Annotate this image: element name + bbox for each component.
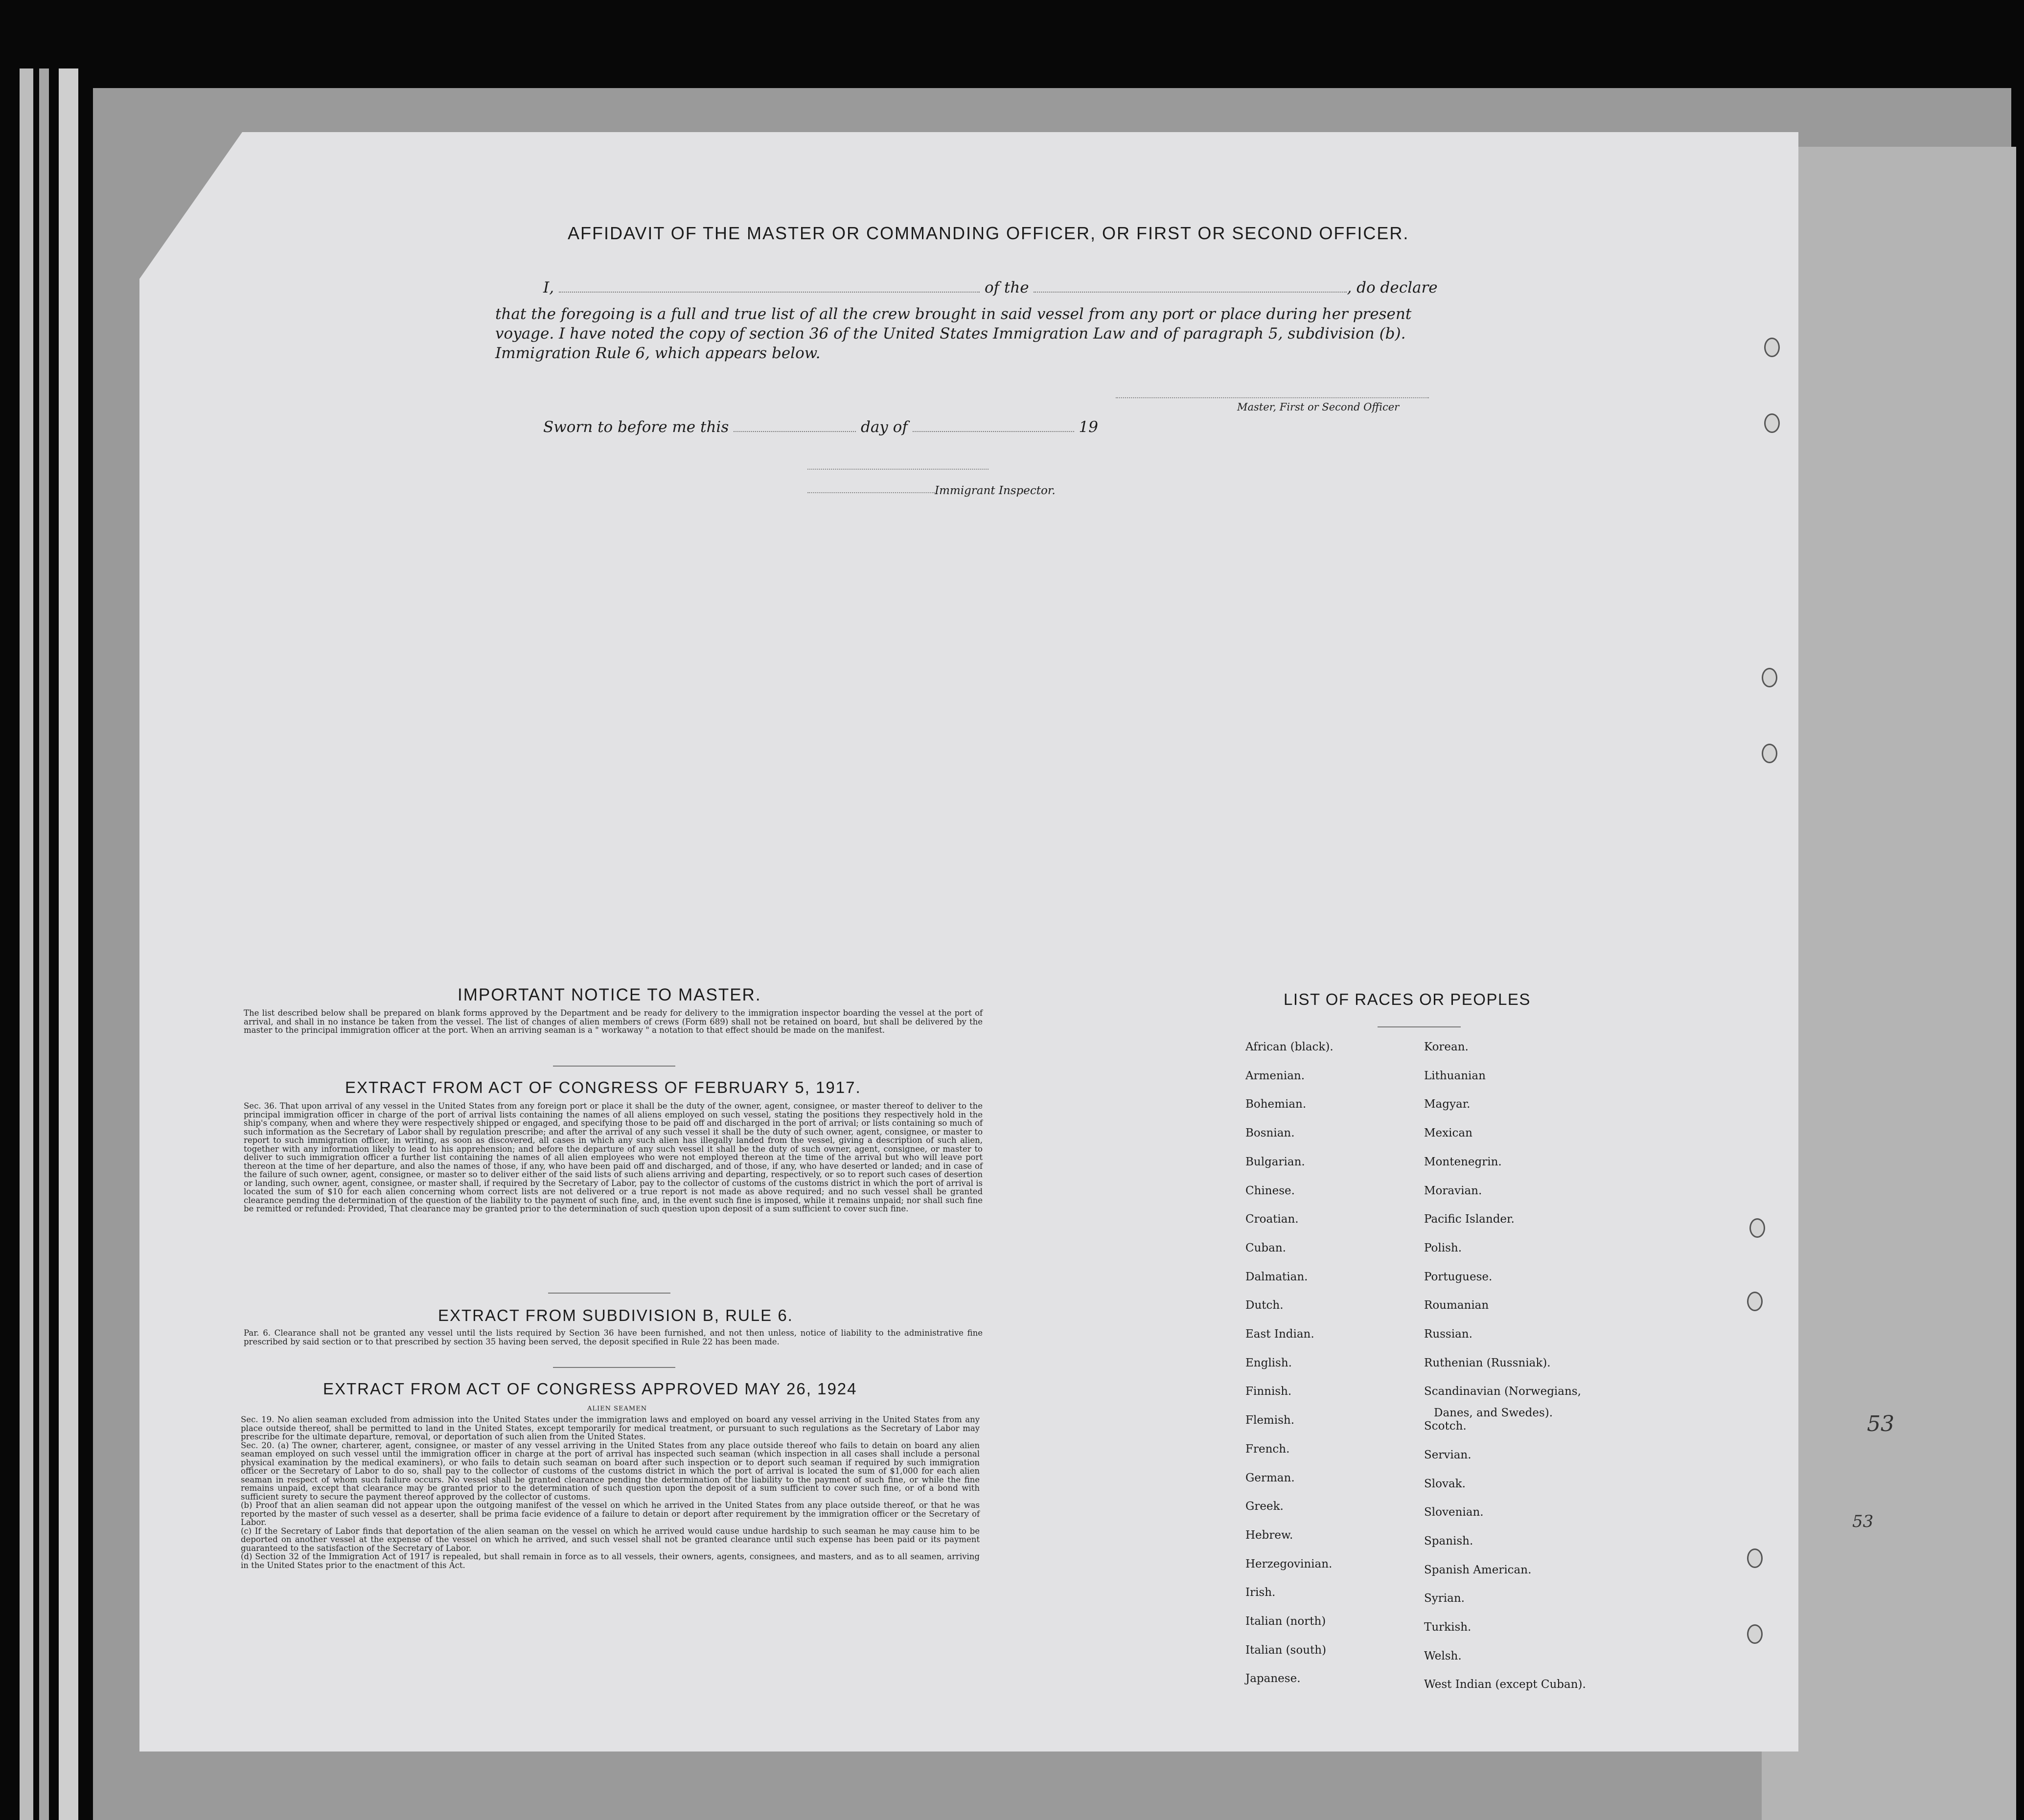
sworn-month-field[interactable]: [913, 431, 1074, 432]
race-item: Spanish.: [1424, 1534, 1473, 1547]
punch-hole: [1762, 744, 1777, 763]
extract-1924-subtitle: ALIEN SEAMEN: [587, 1405, 647, 1412]
extract-rule6-title: EXTRACT FROM SUBDIVISION B, RULE 6.: [438, 1306, 793, 1324]
affidavit-line-1: that the foregoing is a full and true list of all the crew brought in said vessel from any port or place during her present: [495, 305, 1412, 323]
extract-rule6-text: Par. 6. Clearance shall not be granted any vessel until the lists required by Section 36 have been furnished, and not then unless, notice of liability to the administrative fine prescribed by said section or to that prescribed by section 35 having been served, the deposit specified in Rule 22 has been made.: [244, 1328, 983, 1346]
handwritten-mark: 53: [1867, 1411, 1894, 1436]
race-item: Turkish.: [1424, 1621, 1472, 1634]
notice-block: [244, 1009, 983, 1035]
extract-1917-text: Sec. 36. That upon arrival of any vessel in the United States from any foreign port or place it shall be the duty of the owner, agent, consignee, or master thereof to deliver to the principal immigration officer in charge of the port of arrival lists containing the names of all aliens employed on such vessel, stating the positions they respectively hold in the ship's company, when and where they were respectively shipped or engaged, and specifying those to be paid off and discharged in the port of arrival; or lists containing so much of such information as the Secretary of Labor shall by regulation prescribe; and after the arrival of any such vessel it shall be the duty of such owner, agent, consignee, or master to report to such immigration officer, in writing, as soon as discovered, all cases in which any such alien has illegally landed from the vessel, giving a description of such alien, together with any information likely to lead to his apprehension; and before the departure of any such vessel it shall be the duty of such owner, agent, consignee, or master to deliver to such immigration officer a further list containing the names of all alien employees who were not employed thereon at the time of the arrival but who will leave port thereon at the time of her departure, and also the names of those, if any, who have been paid off and discharged, and of those, if any, who have deserted or landed; and in case of the failure of such owner, agent, consignee, or master so to deliver either of the said lists of such aliens arriving and departing, respectively, or so to report such cases of desertion or landing, such owner, agent, consignee, or master shall, if required by the Secretary of Labor, pay to the collector of customs of the customs district in which the port of arrival is located the sum of $10 for each alien concerning whom correct lists are not delivered or a true report is not made as above required; and no such vessel shall be granted clearance pending the determination of the question of the liability to the payment of such fine, and, in the event such fine is imposed, while it remains unpaid; nor shall such fine be remitted or refunded: Provided, That clearance may be granted prior to the determination of such question upon deposit of a sum sufficient to cover such fine.: [244, 1101, 983, 1213]
race-item: Pacific Islander.: [1424, 1213, 1515, 1226]
notice-title: IMPORTANT NOTICE TO MASTER.: [458, 985, 761, 1004]
race-item: Scotch.: [1424, 1420, 1467, 1433]
race-item: Greek.: [1245, 1500, 1284, 1513]
extract-rule6-block: [244, 1329, 983, 1346]
inspector-signature-line-upper: [807, 469, 989, 470]
extract-1924-block: [241, 1415, 980, 1570]
punch-hole: [1762, 668, 1777, 687]
race-item: Italian (north): [1245, 1615, 1326, 1628]
race-item: French.: [1245, 1442, 1290, 1456]
sworn-row: [543, 418, 1098, 436]
race-item: Magyar.: [1424, 1098, 1471, 1111]
extract-1924-paragraph: (b) Proof that an alien seaman did not appear upon the outgoing manifest of the vessel on which he arrived in the United States from any place outside thereof, or that he was reported by the master of such vessel as a deserter, shall be prima facie evidence of a failure to detain or deport after requirement by the immigration officer or the Secretary of Labor.: [241, 1501, 980, 1527]
race-item: Ruthenian (Russniak).: [1424, 1356, 1551, 1369]
race-item: Dutch.: [1245, 1299, 1284, 1312]
day-of-label: day of: [860, 418, 908, 436]
extract-1924-paragraph: Sec. 20. (a) The owner, charterer, agent, consignee, or master of any vessel arriving in the United States from any place outside thereof who fails to detain on board any alien seaman employed on such vessel until the immigration officer in charge at the port of arrival has inspected such seaman (which inspection in all cases shall include a personal physical examination by the medical examiners), or who fails to detain such seaman on board after such inspection or to deport such seaman if required by such immigration officer or the Secretary of Labor to do so, shall pay to the collector of customs of the customs district in which the port of arrival is located the sum of $1,000 for each alien seaman in respect of whom such failure occurs. No vessel shall be granted clearance pending the determination of the liability to the payment of such fine, or while the fine remains unpaid, except that clearance may be granted prior to the determination of such question upon the deposit of a sum sufficient to cover such fine, or of a bond with sufficient surety to secure the payment thereof approved by the collector of customs.: [241, 1440, 980, 1502]
divider: [553, 1367, 675, 1368]
race-item: Welsh.: [1424, 1649, 1462, 1662]
race-item: African (black).: [1245, 1041, 1334, 1053]
race-item: Syrian.: [1424, 1592, 1465, 1605]
race-item: Irish.: [1245, 1586, 1276, 1599]
affidavit-line-3: Immigration Rule 6, which appears below.: [495, 344, 821, 362]
race-item: Montenegrin.: [1424, 1155, 1502, 1168]
race-item: German.: [1245, 1471, 1295, 1484]
inspector-signature-line: [807, 492, 935, 493]
race-item: Korean.: [1424, 1041, 1469, 1053]
punch-hole: [1747, 1548, 1763, 1568]
binder-strip: [20, 68, 33, 1820]
extract-1924-paragraph: (d) Section 32 of the Immigration Act of 1917 is repealed, but shall remain in force as to all vessels, their owners, agents, consignees, and masters, and as to all seamen, arriving in the United States prior to the enactment of this Act.: [241, 1552, 980, 1570]
race-item: Russian.: [1424, 1328, 1472, 1341]
race-item: Roumanian: [1424, 1299, 1489, 1312]
race-item: Dalmatian.: [1245, 1270, 1308, 1283]
do-declare-label: , do declare: [1347, 279, 1438, 296]
vessel-field[interactable]: [1034, 292, 1347, 293]
sworn-day-field[interactable]: [734, 431, 856, 432]
race-item: Servian.: [1424, 1448, 1472, 1461]
race-item: East Indian.: [1245, 1328, 1314, 1341]
handwritten-mark: 53: [1852, 1512, 1874, 1531]
race-item: Mexican: [1424, 1127, 1472, 1140]
extract-1924-paragraph: (c) If the Secretary of Labor finds that deportation of the alien seaman on the vessel on which he arrived would cause undue hardship to such seaman he may cause him to be deported on another vessel at the expense of the vessel on which he arrived, and such vessel shall not be granted clearance until such expense has been paid or its payment guaranteed to the satisfaction of the Secretary of Labor.: [241, 1526, 980, 1553]
page-fold: [139, 132, 242, 279]
extract-1917-title: EXTRACT FROM ACT OF CONGRESS OF FEBRUARY 5, 1917.: [345, 1078, 861, 1096]
race-item: Croatian.: [1245, 1213, 1299, 1226]
race-item: Herzegovinian.: [1245, 1557, 1333, 1570]
punch-hole: [1747, 1292, 1763, 1311]
i-label: I,: [543, 279, 554, 296]
punch-hole: [1764, 413, 1780, 433]
race-item: Armenian.: [1245, 1069, 1305, 1082]
races-divider: [1378, 1026, 1461, 1027]
divider: [553, 1066, 675, 1067]
backing-edge: [1762, 147, 2016, 1820]
race-item-continuation: Danes, and Swedes).: [1434, 1407, 1553, 1419]
inspector-caption: Immigrant Inspector.: [935, 484, 1056, 497]
officer-caption: Master, First or Second Officer: [1237, 401, 1400, 413]
affidavit-declaration-row: [543, 279, 1453, 296]
race-item: Bohemian.: [1245, 1098, 1307, 1111]
divider: [548, 1293, 670, 1294]
extract-1917-block: [244, 1102, 983, 1213]
race-item: Cuban.: [1245, 1241, 1286, 1254]
race-item: Portuguese.: [1424, 1270, 1493, 1283]
race-item: Lithuanian: [1424, 1069, 1486, 1082]
race-item: Scandinavian (Norwegians,: [1424, 1385, 1581, 1398]
year-label: 19: [1079, 418, 1098, 436]
race-item: Slovenian.: [1424, 1506, 1484, 1519]
binder-strip: [59, 68, 78, 1820]
race-item: Slovak.: [1424, 1477, 1466, 1490]
race-item: Polish.: [1424, 1241, 1462, 1254]
race-item: Bosnian.: [1245, 1127, 1295, 1140]
extract-1924-title: EXTRACT FROM ACT OF CONGRESS APPROVED MAY 26, 1924: [323, 1380, 857, 1398]
race-item: English.: [1245, 1356, 1292, 1369]
race-item: Flemish.: [1245, 1414, 1295, 1427]
affidavit-title: AFFIDAVIT OF THE MASTER OR COMMANDING OFFICER, OR FIRST OR SECOND OFFICER.: [568, 223, 1409, 243]
binder-strip: [39, 68, 49, 1820]
notice-text: The list described below shall be prepared on blank forms approved by the Department and be ready for delivery to the immigration inspector boarding the vessel at the port of arrival, and shall in no instance be taken from the vessel. The list of changes of alien members of crews (Form 689) shall not be retained on board, but shall be delivered by the master to the principal immigration officer at the port. When an arriving seaman is a " workaway " a notation to that effect should be made on the manifest.: [244, 1008, 983, 1035]
officer-signature-line: [1116, 397, 1429, 398]
race-item: Italian (south): [1245, 1643, 1327, 1657]
punch-hole: [1747, 1624, 1763, 1644]
of-the-label: of the: [984, 279, 1029, 296]
race-item: Japanese.: [1245, 1672, 1301, 1685]
race-item: West Indian (except Cuban).: [1424, 1678, 1586, 1691]
race-item: Moravian.: [1424, 1184, 1482, 1197]
race-item: Bulgarian.: [1245, 1155, 1305, 1168]
races-title: LIST OF RACES OR PEOPLES: [1284, 990, 1531, 1008]
punch-hole: [1749, 1218, 1765, 1238]
affidavit-line-2: voyage. I have noted the copy of section 36 of the United States Immigration Law and of paragraph 5, subdivision (b).: [495, 325, 1406, 342]
race-item: Hebrew.: [1245, 1528, 1293, 1542]
extract-1924-paragraph: Sec. 19. No alien seaman excluded from admission into the United States under the immigration laws and employed on board any vessel arriving in the United States from any place outside thereof, shall be permitted to land in the United States, except temporarily for medical treatment, or pursuant to such regulations as the Secretary of Labor may prescribe for the ultimate departure, removal, or deportation of such alien from the United States.: [241, 1415, 980, 1441]
name-field[interactable]: [559, 292, 980, 293]
race-item: Spanish American.: [1424, 1563, 1532, 1576]
punch-hole: [1764, 338, 1780, 357]
sworn-label: Sworn to before me this: [543, 418, 729, 436]
race-item: Chinese.: [1245, 1184, 1295, 1197]
race-item: Finnish.: [1245, 1385, 1292, 1398]
